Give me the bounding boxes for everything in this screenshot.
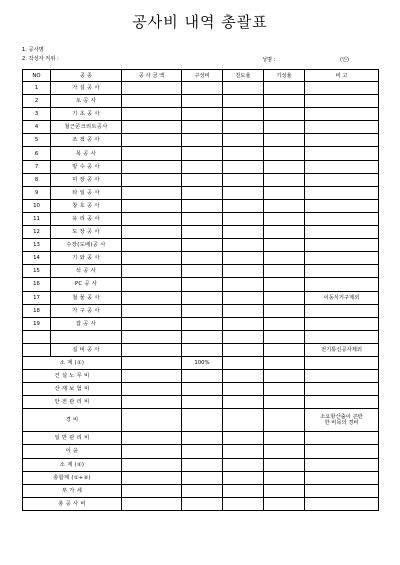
summary-completion-cell[interactable] [264,484,305,497]
overhead-amount-cell[interactable] [122,409,182,432]
row-amount-cell[interactable] [122,173,182,186]
row-amount-cell[interactable] [122,278,182,291]
row-work-type: 철근콘크리트공사 [51,121,122,134]
table-row [23,445,379,458]
row-no: 8 [23,173,51,186]
row-no: 6 [23,147,51,160]
summary-completion-cell[interactable] [264,497,305,510]
summary-completion-cell[interactable] [264,396,305,409]
row-amount-cell[interactable] [122,330,182,343]
overhead-progress-cell[interactable] [223,409,264,432]
table-row [23,471,379,484]
row-ratio-cell[interactable] [182,95,223,108]
row-completion-cell[interactable] [264,330,305,343]
summary-completion-cell[interactable] [264,471,305,484]
row-ratio-cell[interactable] [182,82,223,95]
row-work-type: 조 적 공 사 [51,134,122,147]
table-row [23,147,379,160]
row-work-type: 기 와 공 사 [51,252,122,265]
summary-progress-cell[interactable] [223,458,264,471]
row-no: 7 [23,160,51,173]
overhead-label: 경 비 [23,409,122,432]
header-no: NO [23,70,51,82]
summary-progress-cell[interactable] [223,445,264,458]
row-progress-cell[interactable] [223,199,264,212]
summary-remarks-cell[interactable] [305,445,379,458]
row-no: 1 [23,82,51,95]
row-completion-cell[interactable] [264,252,305,265]
row-progress-cell[interactable] [223,252,264,265]
overhead-ratio-cell[interactable] [182,409,223,432]
table-row [23,186,379,199]
row-progress-cell[interactable] [223,95,264,108]
table-row [23,278,379,291]
row-ratio-cell[interactable] [182,212,223,225]
table-row [23,484,379,497]
row-no: 12 [23,226,51,239]
row-no: 2 [23,95,51,108]
row-amount-cell[interactable] [122,239,182,252]
row-work-type: 설 비 공 사 [51,343,122,356]
row-progress-cell[interactable] [223,226,264,239]
row-work-type: PC 공 사 [51,278,122,291]
subtotal-1-label: 소 계 (①) [23,356,122,369]
table-row [23,160,379,173]
summary-amount-cell[interactable] [122,484,182,497]
row-no: 15 [23,265,51,278]
row-ratio-cell[interactable] [182,317,223,330]
table-row [23,317,379,330]
row-no: 13 [23,239,51,252]
row-remarks [305,265,379,278]
row-amount-cell[interactable] [122,304,182,317]
row-progress-cell[interactable] [223,304,264,317]
overhead-remarks [305,409,379,432]
row-progress-cell[interactable] [223,147,264,160]
header-remarks: 비 고 [305,70,379,82]
row-no: 18 [23,304,51,317]
row-work-type: 가 구 공 사 [51,304,122,317]
summary-remarks-cell[interactable] [305,471,379,484]
summary-completion-cell[interactable] [264,432,305,445]
row-amount-cell[interactable] [122,82,182,95]
row-ratio-cell[interactable] [182,291,223,304]
row-remarks [305,95,379,108]
row-no: 11 [23,212,51,225]
table-row [23,212,379,225]
row-ratio-cell[interactable] [182,304,223,317]
row-remarks [305,173,379,186]
overhead-completion-cell[interactable] [264,409,305,432]
summary-progress-cell[interactable] [223,370,264,383]
row-ratio-cell[interactable] [182,278,223,291]
row-completion-cell[interactable] [264,147,305,160]
summary-label: 이 윤 [23,445,122,458]
subtotal-1-remarks-cell[interactable] [305,356,379,369]
row-amount-cell[interactable] [122,108,182,121]
row-ratio-cell[interactable] [182,160,223,173]
row-no: 16 [23,278,51,291]
row-no: 14 [23,252,51,265]
table-row [23,95,379,108]
row-work-type: 철 물 공 사 [51,291,122,304]
summary-ratio-cell[interactable] [182,383,223,396]
header-work-type: 공 종 [51,70,122,82]
row-amount-cell[interactable] [122,252,182,265]
row-no: 4 [23,121,51,134]
row-no: 5 [23,134,51,147]
table-row [23,239,379,252]
row-completion-cell[interactable] [264,212,305,225]
row-remarks [305,160,379,173]
summary-remarks-cell[interactable] [305,458,379,471]
row-remarks [305,82,379,95]
row-ratio-cell[interactable] [182,147,223,160]
table-row [23,383,379,396]
summary-completion-cell[interactable] [264,370,305,383]
row-ratio-cell[interactable] [182,199,223,212]
row-ratio-cell[interactable] [182,265,223,278]
summary-label: 총합계 (①+②) [23,471,122,484]
table-row [23,497,379,510]
table-row [23,304,379,317]
row-no: 10 [23,199,51,212]
summary-label: 산 재 보 험 비 [23,383,122,396]
header-amount: 공 사 금 액 [122,70,182,82]
summary-ratio-cell[interactable] [182,458,223,471]
summary-label: 소 계 (②) [23,458,122,471]
row-no [23,330,51,343]
row-completion-cell[interactable] [264,226,305,239]
table-header-row [23,70,379,82]
overhead-note-line-1: 소요항산출이 곤란 [320,414,363,421]
summary-completion-cell[interactable] [264,458,305,471]
summary-label: 안 전 관 리 비 [23,396,122,409]
row-remarks [305,121,379,134]
header-composition-ratio: 구성비 [182,70,223,82]
row-ratio-cell[interactable] [182,134,223,147]
row-amount-cell[interactable] [122,291,182,304]
summary-remarks-cell[interactable] [305,370,379,383]
summary-ratio-cell[interactable] [182,370,223,383]
row-progress-cell[interactable] [223,239,264,252]
row-no: 17 [23,291,51,304]
subtotal-1-completion-cell[interactable] [264,356,305,369]
summary-remarks-cell[interactable] [305,383,379,396]
summary-ratio-cell[interactable] [182,484,223,497]
summary-ratio-cell[interactable] [182,396,223,409]
signature-name-label: 성명 : [262,57,276,63]
row-progress-cell[interactable] [223,212,264,225]
row-no: 9 [23,186,51,199]
summary-remarks-cell[interactable] [305,484,379,497]
row-completion-cell[interactable] [264,239,305,252]
row-work-type: 잡 공 사 [51,317,122,330]
summary-remarks-cell[interactable] [305,432,379,445]
row-completion-cell[interactable] [264,265,305,278]
row-work-type [51,330,122,343]
row-amount-cell[interactable] [122,95,182,108]
row-progress-cell[interactable] [223,330,264,343]
row-progress-cell[interactable] [223,160,264,173]
row-ratio-cell[interactable] [182,239,223,252]
summary-label: 총 공 사 비 [23,497,122,510]
summary-ratio-cell[interactable] [182,445,223,458]
summary-amount-cell[interactable] [122,458,182,471]
summary-ratio-cell[interactable] [182,497,223,510]
summary-progress-cell[interactable] [223,497,264,510]
row-remarks [305,278,379,291]
row-ratio-cell[interactable] [182,186,223,199]
row-remarks [305,199,379,212]
row-no: 19 [23,317,51,330]
table-row [23,173,379,186]
row-progress-cell[interactable] [223,278,264,291]
summary-progress-cell[interactable] [223,432,264,445]
row-ratio-cell[interactable] [182,330,223,343]
row-work-type: 토 공 사 [51,95,122,108]
row-amount-cell[interactable] [122,343,182,356]
summary-completion-cell[interactable] [264,383,305,396]
row-work-type: 가 설 공 사 [51,82,122,95]
table-row [23,226,379,239]
summary-amount-cell[interactable] [122,497,182,510]
header-progress-rate: 진도율 [223,70,264,82]
row-progress-cell[interactable] [223,343,264,356]
cost-summary-table [22,69,379,511]
row-completion-cell[interactable] [264,278,305,291]
row-work-type: 타 일 공 사 [51,186,122,199]
row-remarks [305,147,379,160]
row-remarks: 전기통신공사제외 [305,343,379,356]
table-row [23,121,379,134]
row-remarks [305,108,379,121]
row-completion-cell[interactable] [264,95,305,108]
project-name-label: 1. 공사명 [22,47,44,53]
row-progress-cell[interactable] [223,291,264,304]
row-amount-cell[interactable] [122,186,182,199]
table-row [23,134,379,147]
row-work-type: 수장(도배)공 사 [51,239,122,252]
table-row [23,265,379,278]
row-completion-cell[interactable] [264,304,305,317]
row-remarks [305,134,379,147]
row-ratio-cell[interactable] [182,343,223,356]
table-row [23,370,379,383]
row-ratio-cell[interactable] [182,173,223,186]
row-progress-cell[interactable] [223,173,264,186]
table-row [23,396,379,409]
row-ratio-cell[interactable] [182,252,223,265]
row-completion-cell[interactable] [264,291,305,304]
summary-progress-cell[interactable] [223,383,264,396]
summary-progress-cell[interactable] [223,396,264,409]
author-position-label: 2. 작성자 직위 : [22,56,59,62]
subtotal-1-ratio: 100% [182,356,223,369]
row-ratio-cell[interactable] [182,121,223,134]
row-amount-cell[interactable] [122,160,182,173]
row-remarks [305,226,379,239]
seal-label: (인) [340,57,350,63]
document-title: 공사비 내역 총괄표 [132,13,268,31]
summary-remarks-cell[interactable] [305,497,379,510]
row-remarks [305,317,379,330]
row-remarks [305,212,379,225]
table-row [23,252,379,265]
summary-amount-cell[interactable] [122,432,182,445]
row-amount-cell[interactable] [122,265,182,278]
summary-completion-cell[interactable] [264,445,305,458]
row-completion-cell[interactable] [264,343,305,356]
row-amount-cell[interactable] [122,147,182,160]
row-work-type: 도 장 공 사 [51,226,122,239]
row-amount-cell[interactable] [122,199,182,212]
summary-ratio-cell[interactable] [182,471,223,484]
row-completion-cell[interactable] [264,160,305,173]
row-amount-cell[interactable] [122,226,182,239]
row-work-type: 창 호 공 사 [51,199,122,212]
summary-amount-cell[interactable] [122,383,182,396]
table-row [23,330,379,343]
row-completion-cell[interactable] [264,186,305,199]
row-work-type: 석 공 사 [51,265,122,278]
row-completion-cell[interactable] [264,199,305,212]
row-remarks [305,186,379,199]
summary-remarks-cell[interactable] [305,396,379,409]
row-work-type: 유 리 공 사 [51,212,122,225]
row-progress-cell[interactable] [223,121,264,134]
subtotal-1-row [23,356,379,369]
summary-amount-cell[interactable] [122,370,182,383]
row-progress-cell[interactable] [223,82,264,95]
row-work-type: 목 공 사 [51,147,122,160]
summary-amount-cell[interactable] [122,396,182,409]
row-amount-cell[interactable] [122,134,182,147]
summary-progress-cell[interactable] [223,484,264,497]
row-progress-cell[interactable] [223,265,264,278]
row-amount-cell[interactable] [122,121,182,134]
row-completion-cell[interactable] [264,317,305,330]
row-remarks [305,304,379,317]
row-progress-cell[interactable] [223,186,264,199]
row-work-type: 기 초 공 사 [51,108,122,121]
row-completion-cell[interactable] [264,173,305,186]
row-no: 3 [23,108,51,121]
row-remarks [305,252,379,265]
table-row [23,432,379,445]
summary-label: 부 가 세 [23,484,122,497]
header-completion-rate: 기성율 [264,70,305,82]
summary-label: 건 설 노 무 비 [23,370,122,383]
table-row [23,199,379,212]
row-work-type: 미 장 공 사 [51,173,122,186]
table-row [23,291,379,304]
row-progress-cell[interactable] [223,317,264,330]
row-remarks [305,239,379,252]
row-completion-cell[interactable] [264,121,305,134]
table-row [23,108,379,121]
row-completion-cell[interactable] [264,108,305,121]
summary-progress-cell[interactable] [223,471,264,484]
subtotal-1-amount-cell[interactable] [122,356,182,369]
row-no [23,343,51,356]
row-progress-cell[interactable] [223,134,264,147]
overhead-row [23,409,379,432]
summary-ratio-cell[interactable] [182,432,223,445]
row-remarks: 이동식기구제외 [305,291,379,304]
row-completion-cell[interactable] [264,134,305,147]
summary-amount-cell[interactable] [122,445,182,458]
row-ratio-cell[interactable] [182,226,223,239]
row-amount-cell[interactable] [122,212,182,225]
row-progress-cell[interactable] [223,108,264,121]
subtotal-1-progress-cell[interactable] [223,356,264,369]
table-row [23,458,379,471]
table-row [23,82,379,95]
row-completion-cell[interactable] [264,82,305,95]
row-work-type: 방 수 공 사 [51,160,122,173]
table-row [23,343,379,356]
row-remarks [305,330,379,343]
row-ratio-cell[interactable] [182,108,223,121]
summary-label: 일 반 관 리 비 [23,432,122,445]
row-amount-cell[interactable] [122,317,182,330]
summary-amount-cell[interactable] [122,471,182,484]
overhead-note-line-2: 한 비목의 경비 [324,420,359,427]
